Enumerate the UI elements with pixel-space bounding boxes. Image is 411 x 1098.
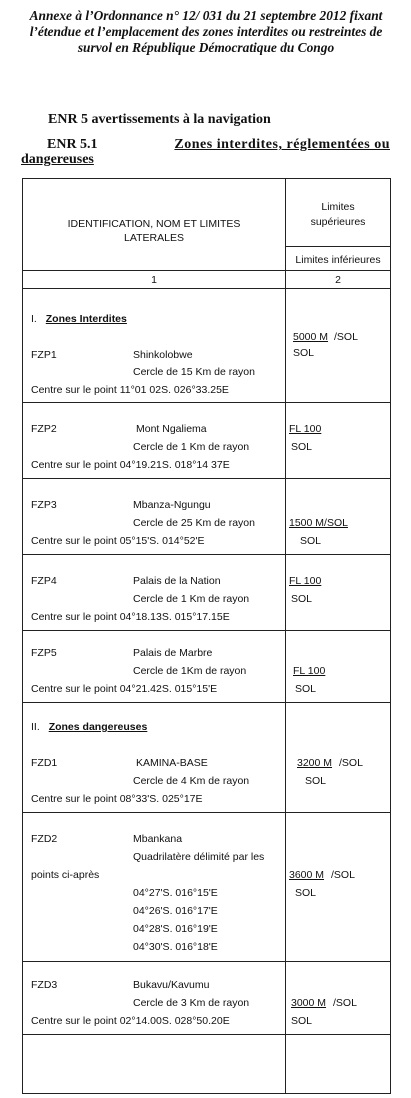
zone-point: 04°26'S. 016°17'E xyxy=(133,905,218,917)
zone-center: Centre sur le point 04°19.21S. 018°14 37E xyxy=(31,459,230,471)
col2-number: 2 xyxy=(335,274,341,286)
row-divider xyxy=(23,961,390,962)
zone-center: Centre sur le point 02°14.00S. 028°50.20E xyxy=(31,1015,230,1027)
zone-id: FZP2 xyxy=(31,423,57,435)
zone-name: Palais de Marbre xyxy=(133,647,213,659)
annex-title: Annexe à l’Ordonnance n° 12/ 031 du 21 septembre 2012 fixant l’étendue et l’emplacement des zones interdites ou restreintes de survol en République Démocratique du Congo xyxy=(29,8,383,55)
row-divider xyxy=(23,554,390,555)
zone-description: Cercle de 15 Km de rayon xyxy=(133,366,255,378)
zone-description: Cercle de 1Km de rayon xyxy=(133,665,247,677)
zone-description: Cercle de 4 Km de rayon xyxy=(133,775,250,787)
zone-point: 04°30'S. 016°18'E xyxy=(133,941,218,953)
subsection-title-line1: Zones interdites, réglementées ou xyxy=(174,137,390,152)
section2-heading: II. Zones dangereuses xyxy=(31,721,148,733)
zone-lower-limit: SOL xyxy=(305,775,327,787)
zone-description: Cercle de 25 Km de rayon xyxy=(133,517,255,529)
row-divider xyxy=(23,630,390,631)
zone-upper-limit: FL 100 xyxy=(289,575,322,587)
zone-id: FZD1 xyxy=(31,757,58,769)
zone-upper-suffix: /SOL xyxy=(339,757,363,769)
zone-upper-limit: 3200 M xyxy=(297,757,333,769)
zone-lower-limit: SOL xyxy=(293,347,315,359)
zone-center: Centre sur le point 04°18.13S. 015°17.15E xyxy=(31,611,230,623)
zone-name: Bukavu/Kavumu xyxy=(133,979,210,991)
restricted-zones-table xyxy=(22,178,391,1094)
zone-center: Centre sur le point 11°01 02S. 026°33.25E xyxy=(31,384,229,396)
zone-name: Mont Ngaliema xyxy=(136,423,207,435)
section-title: ENR 5 avertissements à la navigation xyxy=(48,112,271,127)
row-divider xyxy=(23,812,390,813)
zone-upper-suffix: /SOL xyxy=(333,997,357,1009)
zone-lower-limit: SOL xyxy=(291,593,313,605)
zone-id: FZP5 xyxy=(31,647,57,659)
subsection-title-line2: dangereuses xyxy=(21,152,94,167)
zone-id: FZP1 xyxy=(31,349,57,361)
zone-upper-limit: FL 100 xyxy=(293,665,326,677)
zone-id: FZD2 xyxy=(31,833,58,845)
subsection-number: ENR 5.1 xyxy=(47,137,98,152)
row-divider xyxy=(23,288,390,289)
section1-heading: I. Zones Interdites xyxy=(31,313,127,325)
zone-upper-limit: 1500 M/SOL xyxy=(289,517,348,529)
zone-lower-limit: SOL xyxy=(295,683,317,695)
col2-header-lower: Limites inférieures xyxy=(295,254,381,266)
zone-name: Mbankana xyxy=(133,833,183,845)
zone-point: 04°27'S. 016°15'E xyxy=(133,887,218,899)
zone-upper-limit: 3000 M xyxy=(291,997,327,1009)
zone-lower-limit: SOL xyxy=(291,1015,313,1027)
column-divider xyxy=(285,179,286,1093)
zone-upper-limit: 5000 M xyxy=(293,331,329,343)
zone-id: FZD3 xyxy=(31,979,58,991)
zone-center: points ci-après xyxy=(31,869,100,881)
col1-header: IDENTIFICATION, NOM ET LIMITES LATERALES xyxy=(67,218,241,244)
zone-upper-suffix: /SOL xyxy=(331,869,355,881)
row-divider xyxy=(23,270,390,271)
subsection-heading xyxy=(21,137,390,167)
zone-lower-limit: SOL xyxy=(295,887,317,899)
zone-upper-suffix: /SOL xyxy=(334,331,358,343)
zone-id: FZP3 xyxy=(31,499,57,511)
zone-name: Shinkolobwe xyxy=(133,349,193,361)
zone-description: Quadrilatère délimité par les xyxy=(133,851,265,863)
row-divider xyxy=(23,402,390,403)
header-divider xyxy=(286,246,390,247)
zone-center: Centre sur le point 04°21.42S. 015°15'E xyxy=(31,683,218,695)
zone-description: Cercle de 3 Km de rayon xyxy=(133,997,250,1009)
zone-upper-limit: FL 100 xyxy=(289,423,322,435)
zone-center: Centre sur le point 08°33'S. 025°17E xyxy=(31,793,203,805)
col1-number: 1 xyxy=(151,274,157,286)
zone-name: Palais de la Nation xyxy=(133,575,221,587)
zone-name: KAMINA-BASE xyxy=(136,757,208,769)
row-divider xyxy=(23,478,390,479)
row-divider xyxy=(23,702,390,703)
col2-header-upper: Limites supérieures xyxy=(310,201,366,228)
zone-id: FZP4 xyxy=(31,575,57,587)
zone-point: 04°28'S. 016°19'E xyxy=(133,923,218,935)
zone-description: Cercle de 1 Km de rayon xyxy=(133,593,250,605)
zone-lower-limit: SOL xyxy=(291,441,313,453)
zone-upper-limit: 3600 M xyxy=(289,869,325,881)
zone-description: Cercle de 1 Km de rayon xyxy=(133,441,250,453)
row-divider xyxy=(23,1034,390,1035)
zone-center: Centre sur le point 05°15'S. 014°52'E xyxy=(31,535,205,547)
zone-lower-limit: SOL xyxy=(300,535,322,547)
zone-name: Mbanza-Ngungu xyxy=(133,499,211,511)
